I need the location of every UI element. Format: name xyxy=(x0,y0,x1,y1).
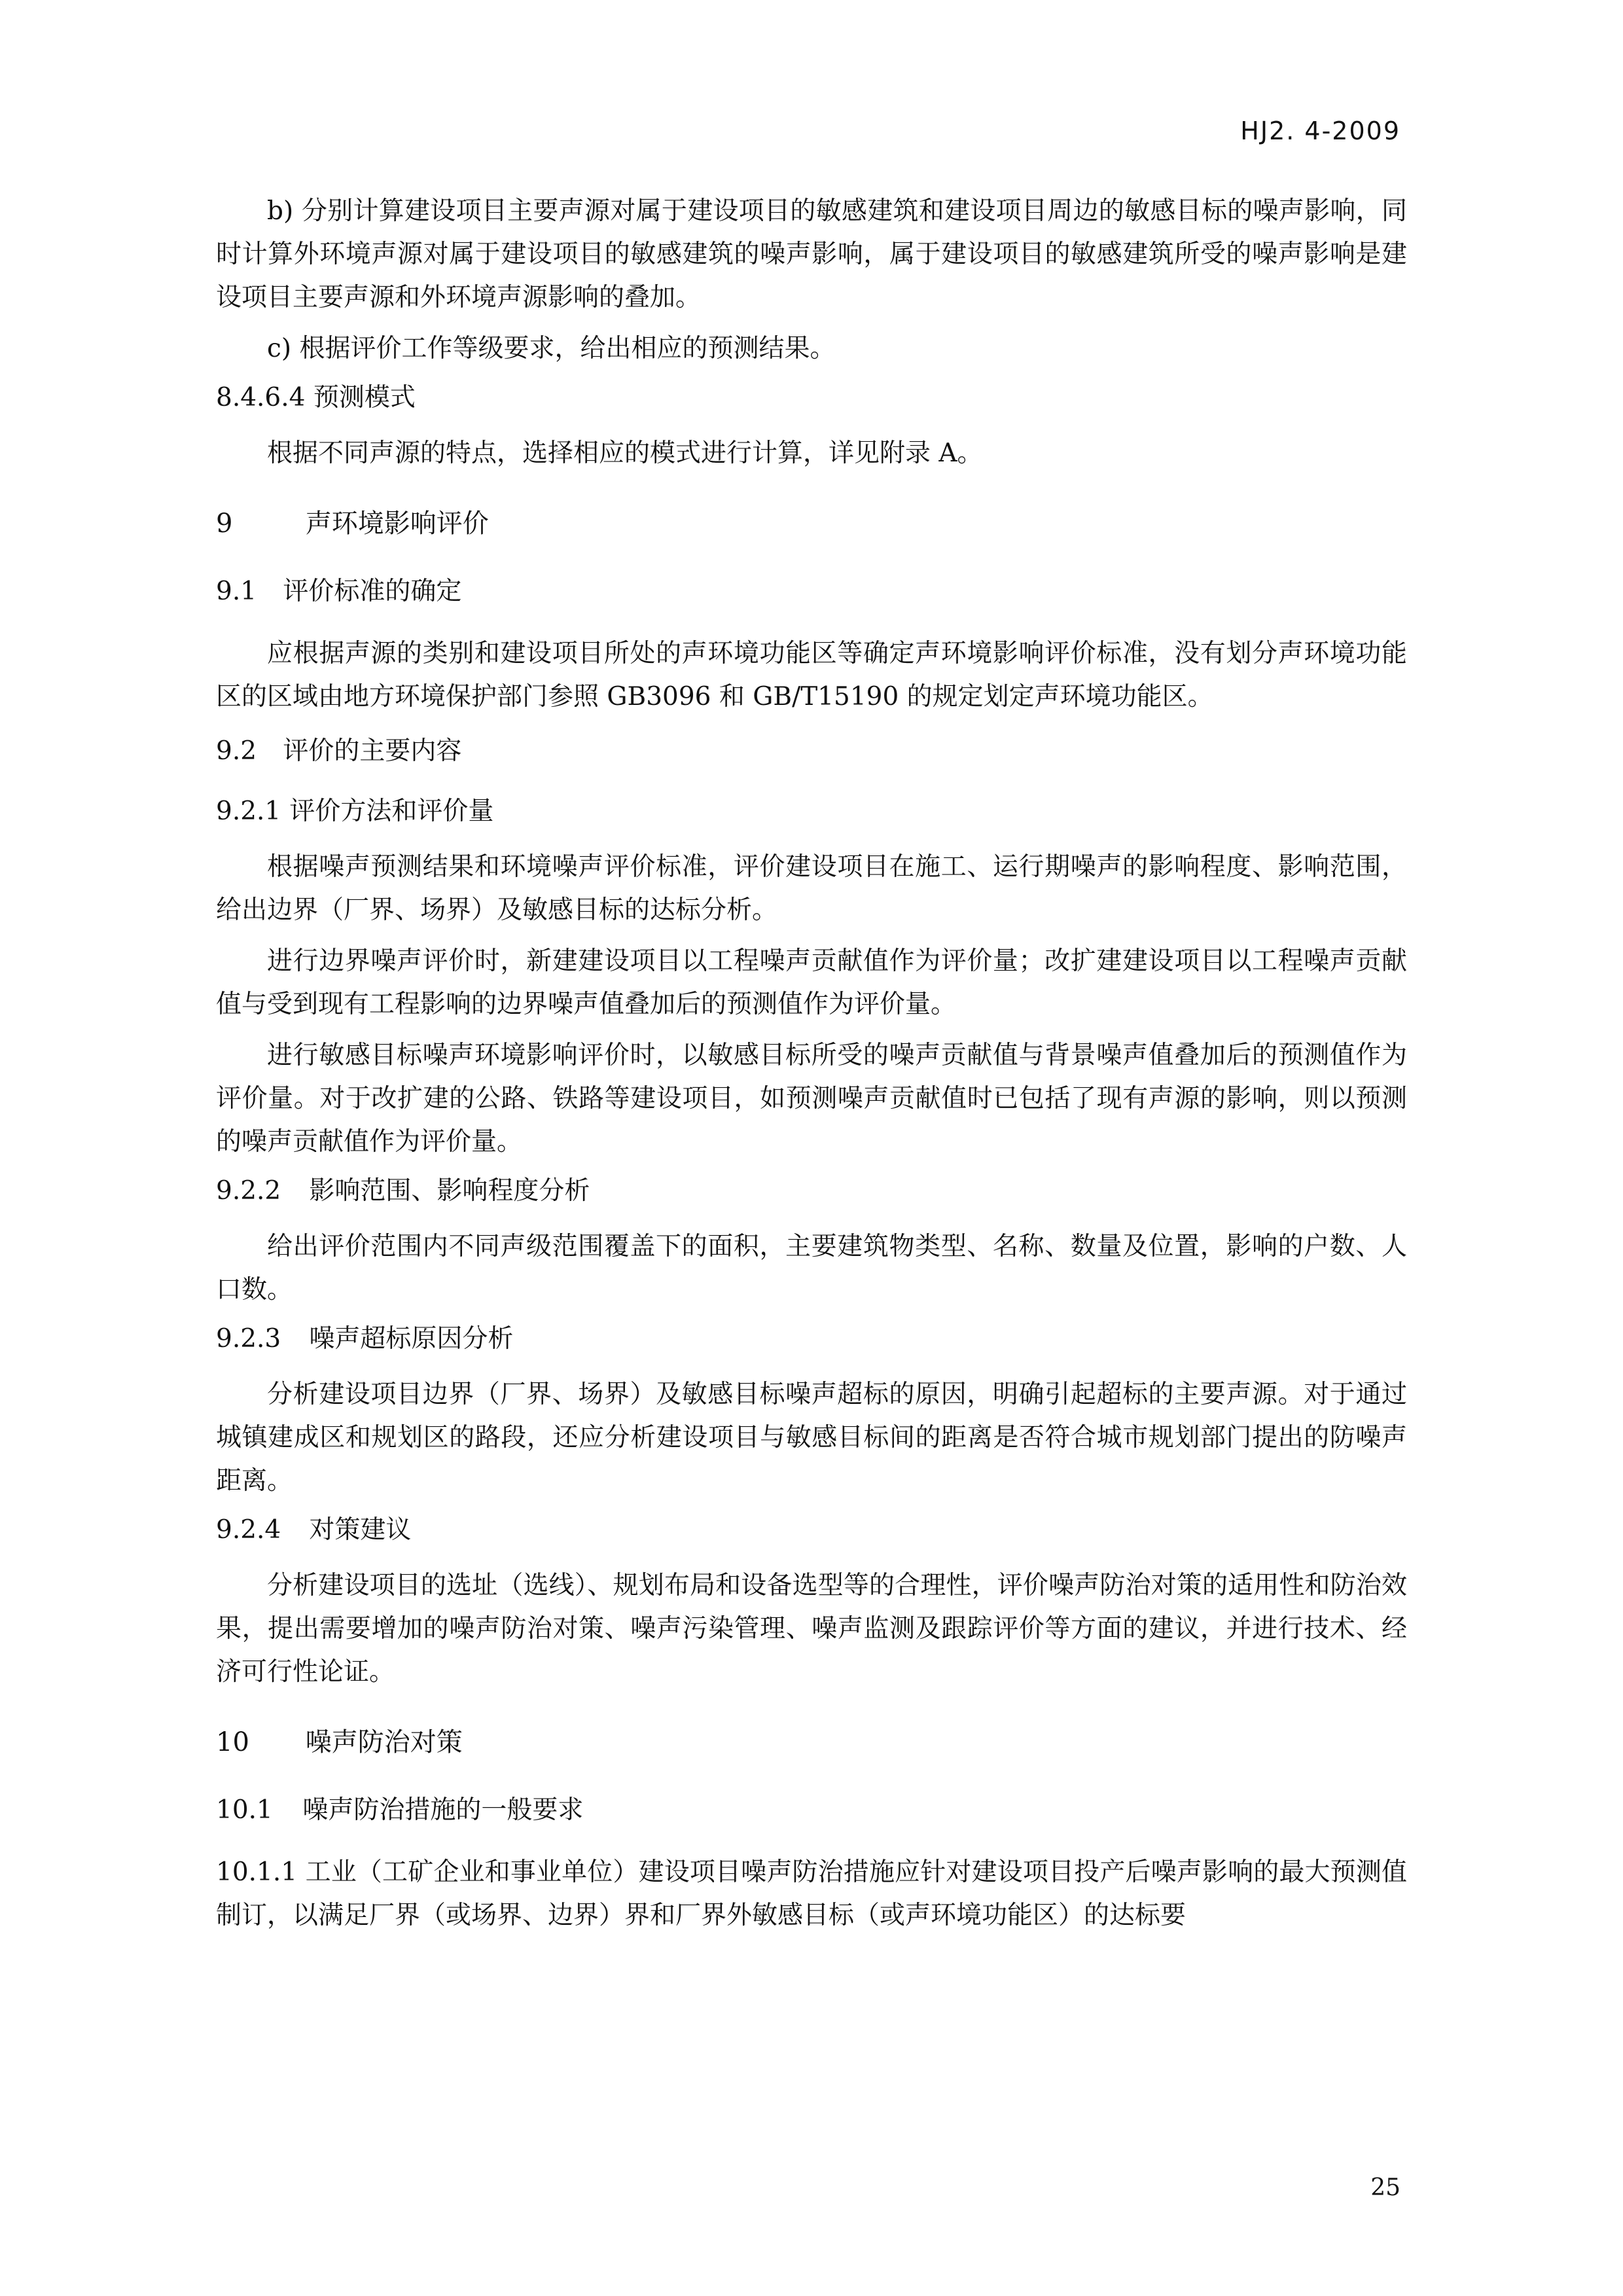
subsection-number: 9.2.2 xyxy=(216,1176,281,1206)
section-9-heading xyxy=(216,504,1407,543)
subsection-title: 影响范围、影响程度分析 xyxy=(309,1176,590,1206)
section-10-1-heading xyxy=(216,1791,1407,1830)
section-number: 9 xyxy=(216,509,233,539)
section-10-heading xyxy=(216,1723,1407,1762)
subsection-9-2-1-heading xyxy=(216,792,1407,831)
section-title: 噪声防治对策 xyxy=(305,1727,463,1757)
page-number: 25 xyxy=(1370,2174,1400,2201)
section-title: 评价的主要内容 xyxy=(283,736,462,766)
subsection-9-2-2-heading xyxy=(216,1172,1407,1211)
paragraph-9-2-1-a: 根据噪声预测结果和环境噪声评价标准，评价建设项目在施工、运行期噪声的影响程度、影响范围，给出边界（厂界、场界）及敏感目标的达标分析。 xyxy=(216,852,1407,925)
subsection-title: 预测模式 xyxy=(313,383,416,412)
paragraph-9-2-4: 分析建设项目的选址（选线）、规划布局和设备选型等的合理性，评价噪声防治对策的适用性和防治效果，提出需要增加的噪声防治对策、噪声污染管理、噪声监测及跟踪评价等方面的建议，并进行技术、经济可行性论证。 xyxy=(216,1571,1407,1687)
subsection-title: 噪声超标原因分析 xyxy=(309,1324,514,1354)
subsection-number: 9.2.4 xyxy=(216,1515,281,1545)
paragraph-9-2-1-c: 进行敏感目标噪声环境影响评价时，以敏感目标所受的噪声贡献值与背景噪声值叠加后的预测值作为评价量。对于改扩建的公路、铁路等建设项目，如预测噪声贡献值时已包括了现有声源的影响，则以预测的噪声贡献值作为评价量。 xyxy=(216,1041,1407,1157)
document-body xyxy=(216,190,1407,1945)
section-title: 声环境影响评价 xyxy=(305,509,489,539)
section-number: 10 xyxy=(216,1727,249,1757)
subsection-number: 8.4.6.4 xyxy=(216,383,306,412)
section-number: 10.1 xyxy=(216,1795,273,1825)
paragraph-c: c) 根据评价工作等级要求，给出相应的预测结果。 xyxy=(267,334,836,363)
subsection-8-4-6-4-heading xyxy=(216,378,1407,418)
subsection-title: 评价方法和评价量 xyxy=(289,797,494,826)
paragraph-9-2-3: 分析建设项目边界（厂界、场界）及敏感目标噪声超标的原因，明确引起超标的主要声源。对于通过城镇建成区和规划区的路段，还应分析建设项目与敏感目标间的距离是否符合城市规划部门提出的防噪声距离。 xyxy=(216,1380,1407,1496)
section-9-2-heading xyxy=(216,732,1407,771)
subsection-title: 对策建议 xyxy=(309,1515,412,1545)
subsection-9-2-3-heading xyxy=(216,1319,1407,1359)
paragraph-8-4-6-4: 根据不同声源的特点，选择相应的模式进行计算，详见附录 A。 xyxy=(267,439,983,468)
section-title: 噪声防治措施的一般要求 xyxy=(302,1795,584,1825)
standard-code: HJ2. 4-2009 xyxy=(1240,117,1400,145)
section-number: 9.2 xyxy=(216,736,257,766)
section-title: 评价标准的确定 xyxy=(283,577,462,606)
subsection-9-2-4-heading xyxy=(216,1511,1407,1550)
subsection-number: 9.2.3 xyxy=(216,1324,281,1354)
subsection-number: 9.2.1 xyxy=(216,797,281,826)
section-9-1-heading xyxy=(216,572,1407,611)
paragraph-9-1: 应根据声源的类别和建设项目所处的声环境功能区等确定声环境影响评价标准，没有划分声环境功能区的区域由地方环境保护部门参照 GB3096 和 GB/T15190 的规定划定声环境功能区。 xyxy=(216,639,1407,711)
paragraph-9-2-1-b: 进行边界噪声评价时，新建建设项目以工程噪声贡献值作为评价量；改扩建建设项目以工程噪声贡献值与受到现有工程影响的边界噪声值叠加后的预测值作为评价量。 xyxy=(216,946,1407,1019)
paragraph-10-1-1: 10.1.1 工业（工矿企业和事业单位）建设项目噪声防治措施应针对建设项目投产后噪声影响的最大预测值制订，以满足厂界（或场界、边界）界和厂界外敏感目标（或声环境功能区）的达标要 xyxy=(216,1857,1407,1930)
paragraph-b: b) 分别计算建设项目主要声源对属于建设项目的敏感建筑和建设项目周边的敏感目标的噪声影响，同时计算外环境声源对属于建设项目的敏感建筑的噪声影响，属于建设项目的敏感建筑所受的噪声影响是建设项目主要声源和外环境声源影响的叠加。 xyxy=(216,196,1407,312)
paragraph-9-2-2: 给出评价范围内不同声级范围覆盖下的面积，主要建筑物类型、名称、数量及位置，影响的户数、人口数。 xyxy=(216,1232,1407,1304)
section-number: 9.1 xyxy=(216,577,257,606)
